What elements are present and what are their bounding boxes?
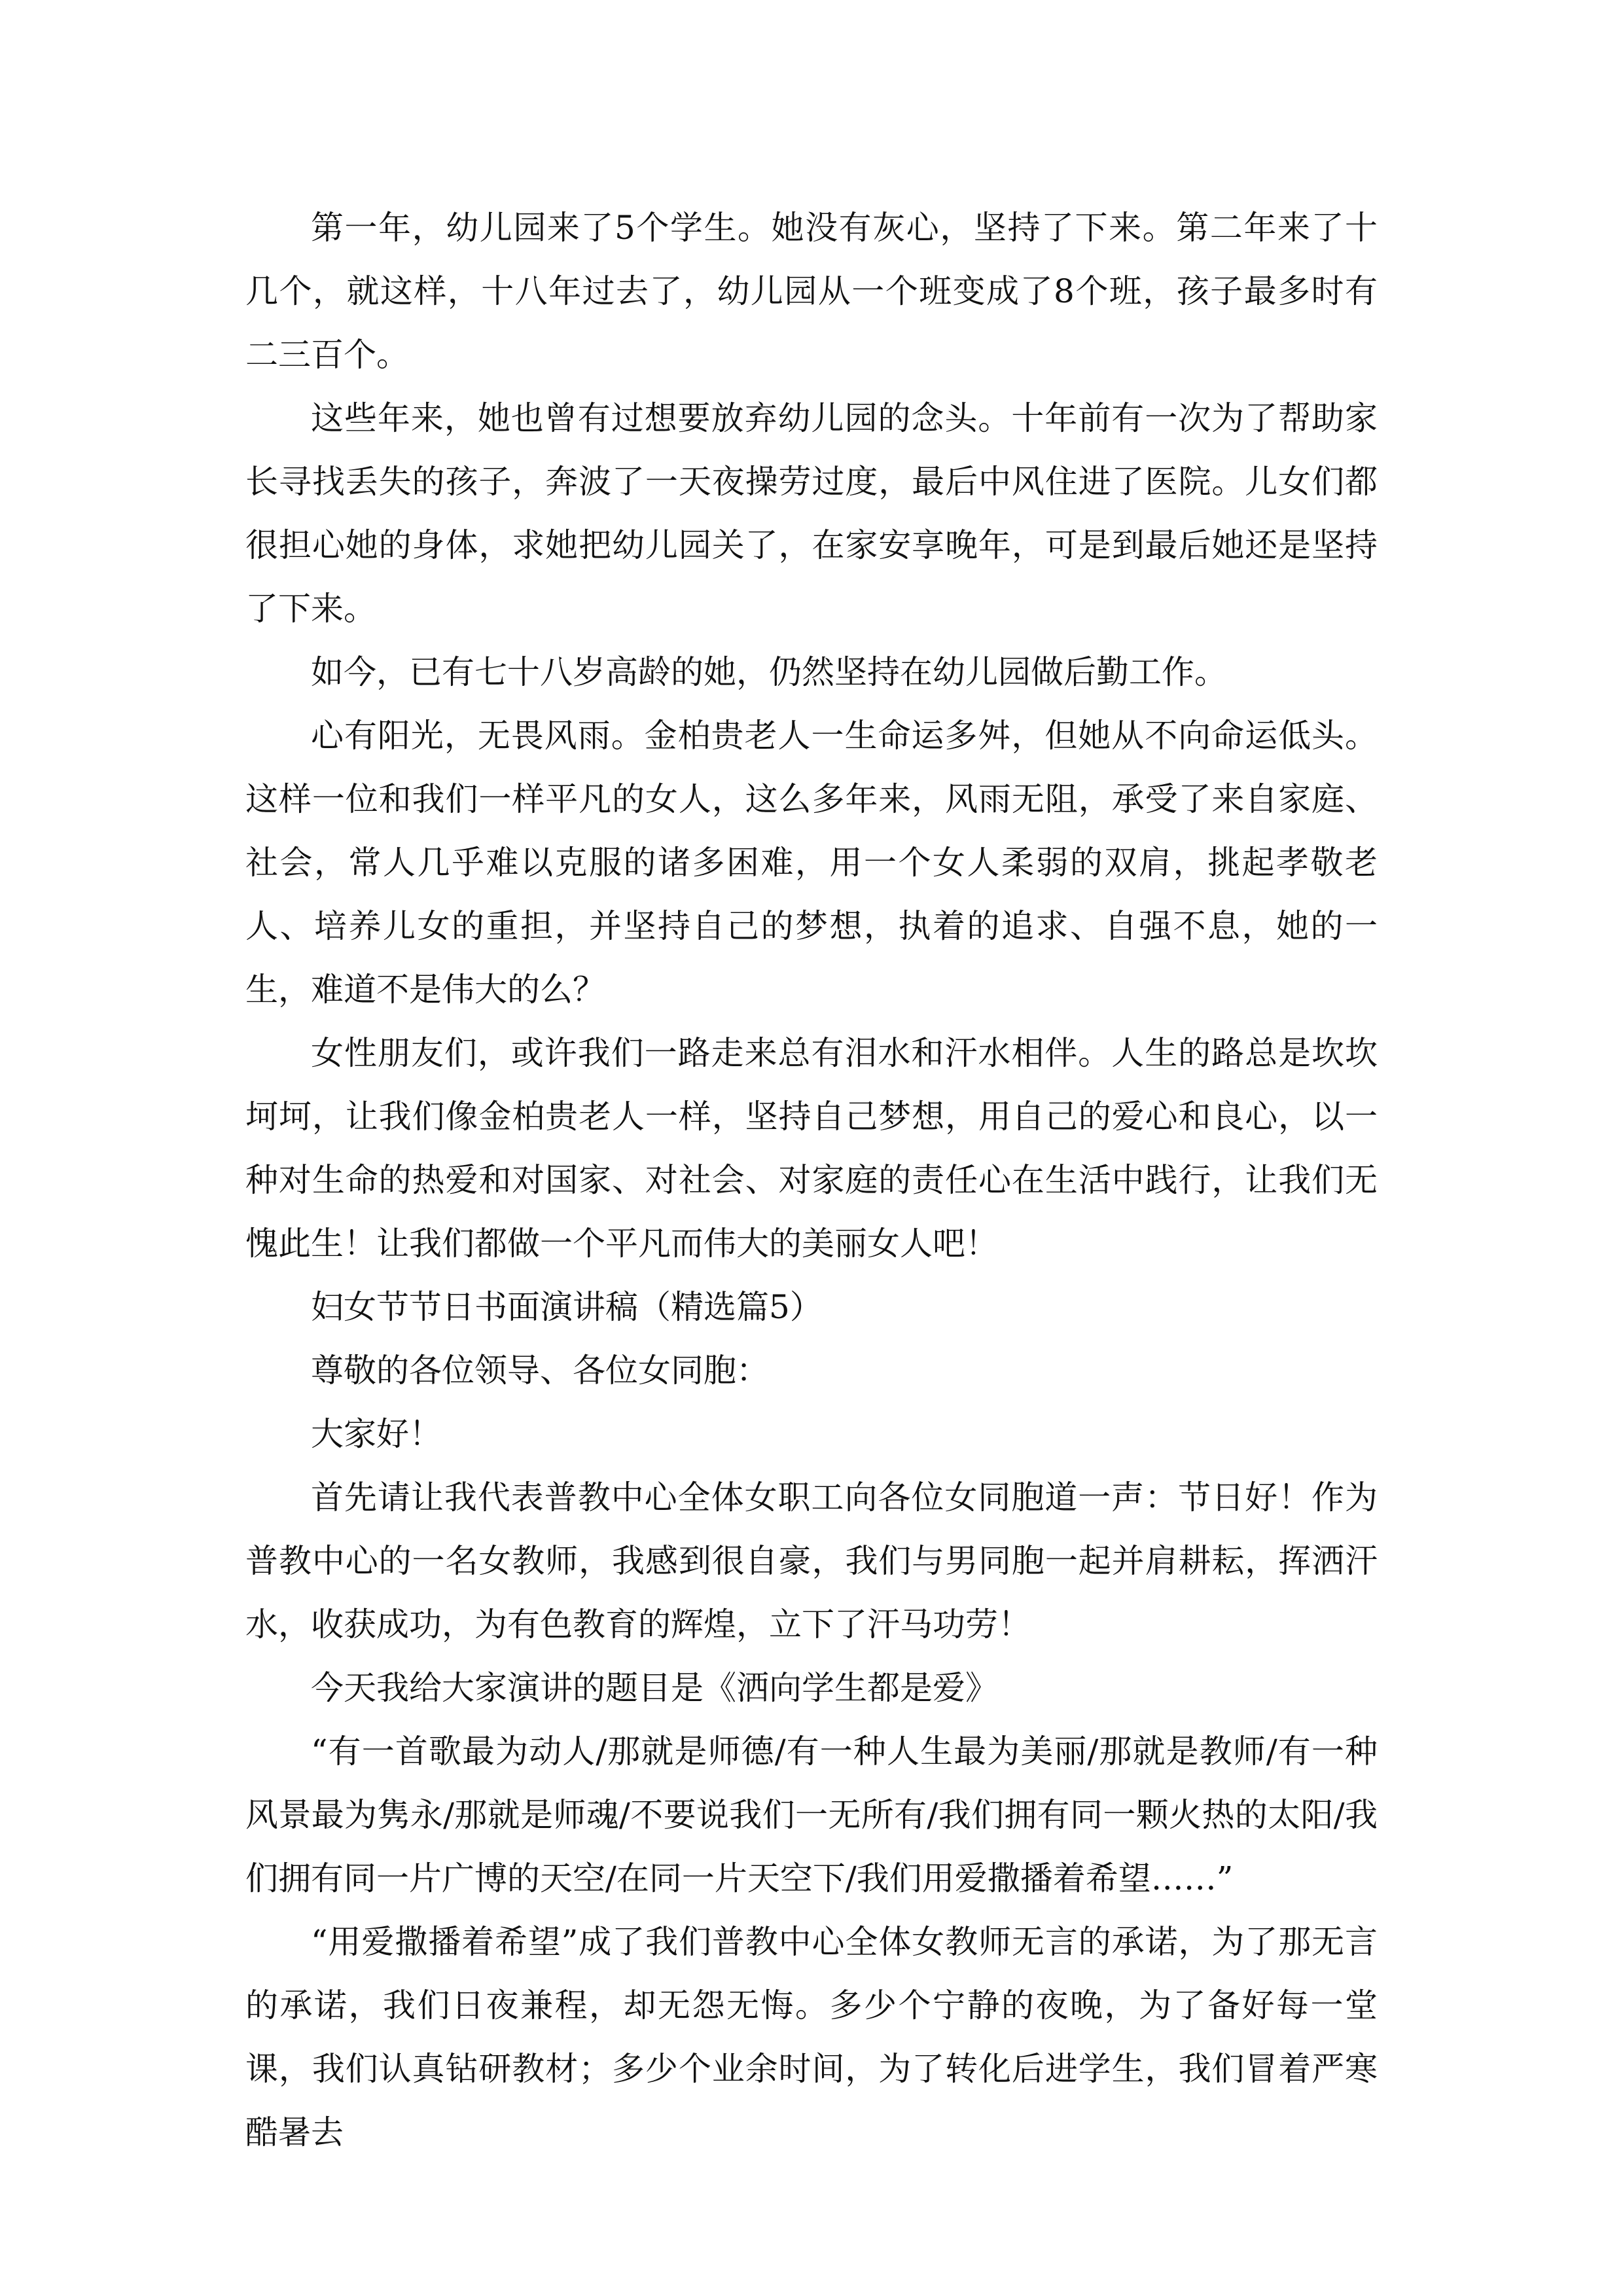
salutation: 尊敬的各位领导、各位女同胞： <box>311 1352 769 1390</box>
greeting: 大家好！ <box>311 1415 442 1453</box>
quote-paragraph: “有一首歌最为动人/那就是师德/有一种人生最为美丽/那就是教师/有一种风景最为隽永/那就是师魂/不要说我们一无所有/我们拥有同一颗火热的太阳/我们拥有同一片广博的天空/在同一片天空下/我们用爱撒播着希望……” <box>245 1732 1378 1897</box>
paragraph: 如今，已有七十八岁高龄的她，仍然坚持在幼儿园做后勤工作。 <box>311 653 1227 691</box>
paragraph: “用爱撒播着希望”成了我们普教中心全体女教师无言的承诺，为了那无言的承诺，我们日夜兼程，却无怨无悔。多少个宁静的夜晚，为了备好每一堂课，我们认真钻研教材；多少个业余时间，为了转化后进学生，我们冒着严寒酷暑去 <box>245 1923 1378 2151</box>
paragraph: 这些年来，她也曾有过想要放弃幼儿园的念头。十年前有一次为了帮助家长寻找丢失的孩子，奔波了一天夜操劳过度，最后中风住进了医院。儿女们都很担心她的身体，求她把幼儿园关了，在家安享晚年，可是到最后她还是坚持了下来。 <box>245 399 1378 628</box>
paragraph: 第一年，幼儿园来了5个学生。她没有灰心，坚持了下来。第二年来了十几个，就这样，十八年过去了，幼儿园从一个班变成了8个班，孩子最多时有二三百个。 <box>245 209 1378 374</box>
document-body <box>245 196 1378 2164</box>
paragraph: 首先请让我代表普教中心全体女职工向各位女同胞道一声：节日好！作为普教中心的一名女教师，我感到很自豪，我们与男同胞一起并肩耕耘，挥洒汗水，收获成功，为有色教育的辉煌，立下了汗马功劳！ <box>245 1479 1378 1643</box>
paragraph: 女性朋友们，或许我们一路走来总有泪水和汗水相伴。人生的路总是坎坎坷坷，让我们像金柏贵老人一样，坚持自己梦想，用自己的爱心和良心，以一种对生命的热爱和对国家、对社会、对家庭的责任心在生活中践行，让我们无愧此生！让我们都做一个平凡而伟大的美丽女人吧！ <box>245 1034 1378 1263</box>
paragraph: 今天我给大家演讲的题目是《洒向学生都是爱》 <box>311 1669 998 1707</box>
section-title: 妇女节节日书面演讲稿（精选篇5） <box>311 1288 823 1326</box>
paragraph: 心有阳光，无畏风雨。金柏贵老人一生命运多舛，但她从不向命运低头。这样一位和我们一样平凡的女人，这么多年来，风雨无阻，承受了来自家庭、社会，常人几乎难以克服的诸多困难，用一个女人柔弱的双肩，挑起孝敬老人、培养儿女的重担，并坚持自己的梦想，执着的追求、自强不息，她的一生，难道不是伟大的么？ <box>245 717 1378 1009</box>
